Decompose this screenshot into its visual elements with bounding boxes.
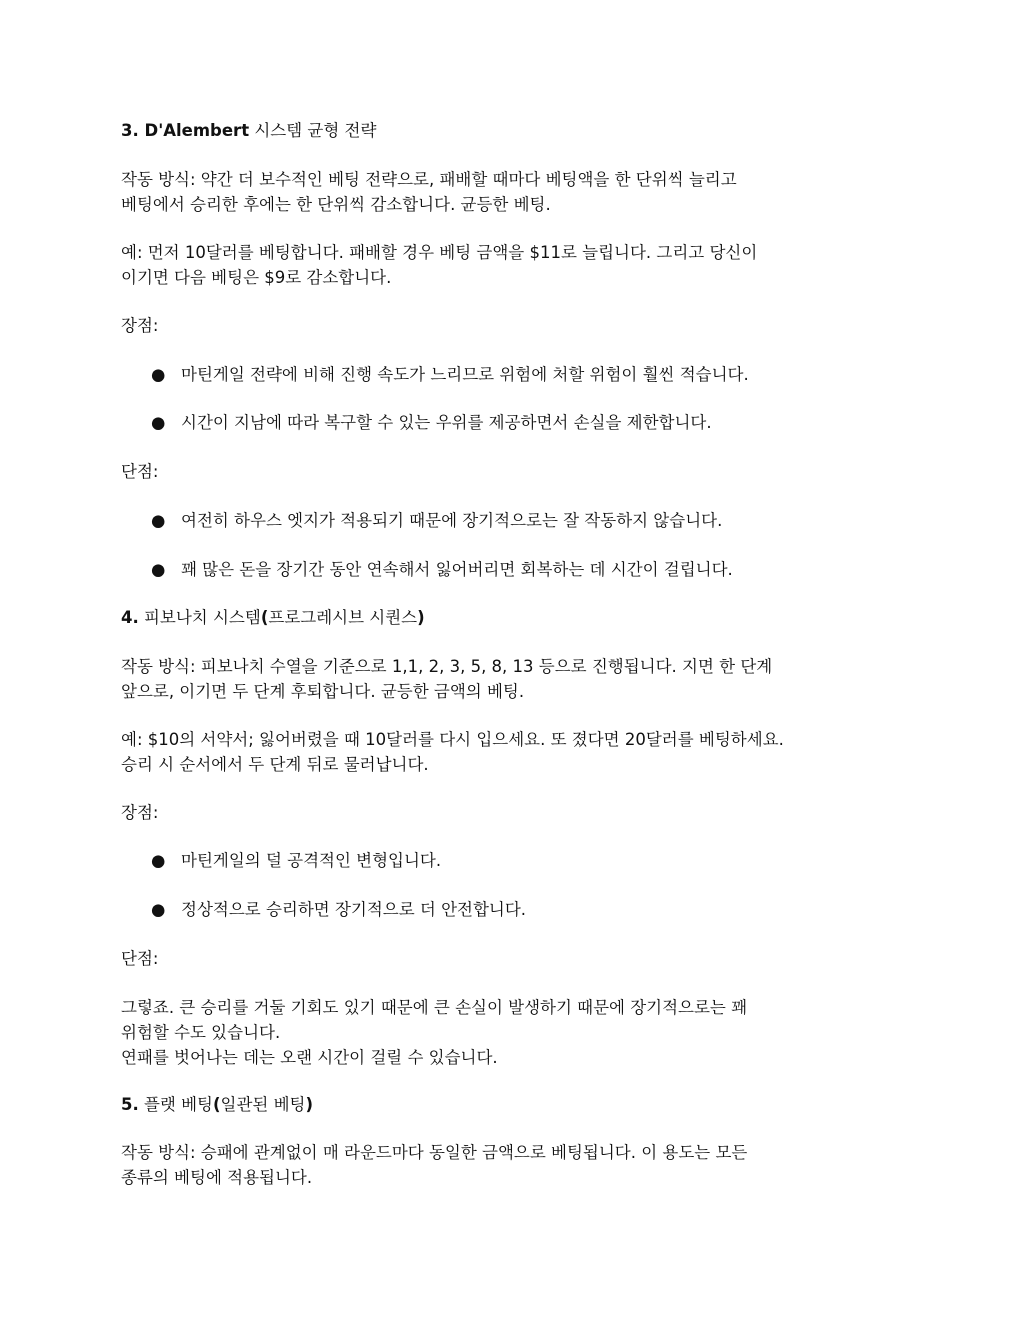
section-5-how-line-2: 종류의 베팅에 적용됩니다. xyxy=(121,1168,313,1187)
section-5-how-line-1: 작동 방식: 승패에 관계없이 매 라운드마다 동일한 금액으로 베팅됩니다. 이 용도는 모든 xyxy=(121,1143,748,1162)
section-3-pro-1: 마틴게일 전략에 비해 진행 속도가 느리므로 위험에 처할 위험이 훨씬 적습니다. xyxy=(181,365,749,384)
section-4-cons-text xyxy=(121,995,901,1070)
section-4-subtitle: 프로그레시브 시퀀스 xyxy=(268,608,418,627)
section-3-title: 시스템 균형 전략 xyxy=(249,121,377,140)
section-4-heading xyxy=(121,605,901,630)
section-4-cons-label: 단점: xyxy=(121,949,159,968)
section-4-example-line-2: 승리 시 순서에서 두 단계 뒤로 물러납니다. xyxy=(121,755,429,774)
section-5-heading xyxy=(121,1092,901,1117)
paren-close: ) xyxy=(305,1095,314,1114)
section-3-how-it-works xyxy=(121,167,901,217)
paren-open: ( xyxy=(213,1095,221,1114)
section-5-how-it-works xyxy=(121,1140,901,1190)
section-5-title: 플랫 베팅 xyxy=(138,1095,213,1114)
section-3-heading xyxy=(121,118,901,143)
section-4-number: 4. xyxy=(121,608,139,627)
section-3-con-1: 여전히 하우스 엣지가 적용되기 때문에 장기적으로는 잘 작동하지 않습니다. xyxy=(181,511,723,530)
section-4-pro-1: 마틴게일의 덜 공격적인 변형입니다. xyxy=(181,851,442,870)
section-4-pro-2: 정상적으로 승리하면 장기적으로 더 안전합니다. xyxy=(181,900,527,919)
section-4-con-line-2: 위험할 수도 있습니다. xyxy=(121,1023,281,1042)
section-4-con-line-1: 그렇죠. 큰 승리를 거둘 기회도 있기 때문에 큰 손실이 발생하기 때문에 장기적으로는 꽤 xyxy=(121,998,748,1017)
bullet-icon: ● xyxy=(151,900,166,919)
section-3-how-line-2: 베팅에서 승리한 후에는 한 단위씩 감소합니다. 균등한 베팅. xyxy=(121,195,551,214)
paren-open: ( xyxy=(260,608,269,627)
section-3-how-line-1: 작동 방식: 약간 더 보수적인 베팅 전략으로, 패배할 때마다 베팅액을 한 단위씩 늘리고 xyxy=(121,170,737,189)
paren-close: ) xyxy=(417,608,425,627)
section-3-example xyxy=(121,240,901,290)
section-5-number: 5. xyxy=(121,1095,139,1114)
bullet-icon: ● xyxy=(151,560,166,579)
section-3-number: 3. D'Alembert xyxy=(121,121,250,140)
section-4-example-line-1: 예: $10의 서약서; 잃어버렸을 때 10달러를 다시 입으세요. 또 졌다면 20달러를 베팅하세요. xyxy=(121,730,784,749)
bullet-icon: ● xyxy=(151,851,166,870)
section-3-pro-2: 시간이 지남에 따라 복구할 수 있는 우위를 제공하면서 손실을 제한합니다. xyxy=(181,413,712,432)
section-3-con-2: 꽤 많은 돈을 장기간 동안 연속해서 잃어버리면 회복하는 데 시간이 걸립니다. xyxy=(181,560,733,579)
section-4-how-line-1: 작동 방식: 피보나치 수열을 기준으로 1,1, 2, 3, 5, 8, 13 등으로 진행됩니다. 지면 한 단계 xyxy=(121,657,773,676)
section-3-example-line-2: 이기면 다음 베팅은 $9로 감소합니다. xyxy=(121,268,392,287)
bullet-icon: ● xyxy=(151,511,166,530)
bullet-icon: ● xyxy=(151,365,166,384)
section-4-how-line-2: 앞으로, 이기면 두 단계 후퇴합니다. 균등한 금액의 베팅. xyxy=(121,682,525,701)
section-4-how-it-works xyxy=(121,654,901,704)
bullet-icon: ● xyxy=(151,413,166,432)
section-4-con-line-3: 연패를 벗어나는 데는 오랜 시간이 걸릴 수 있습니다. xyxy=(121,1048,498,1067)
section-4-example xyxy=(121,727,901,777)
section-5-subtitle: 일관된 베팅 xyxy=(220,1095,306,1114)
section-3-cons-label: 단점: xyxy=(121,462,159,481)
section-4-title: 피보나치 시스템 xyxy=(138,608,261,627)
section-3-pros-label: 장점: xyxy=(121,316,159,335)
section-3-example-line-1: 예: 먼저 10달러를 베팅합니다. 패배할 경우 베팅 금액을 $11로 늘립니다. 그리고 당신이 xyxy=(121,243,758,262)
section-4-pros-label: 장점: xyxy=(121,803,159,822)
